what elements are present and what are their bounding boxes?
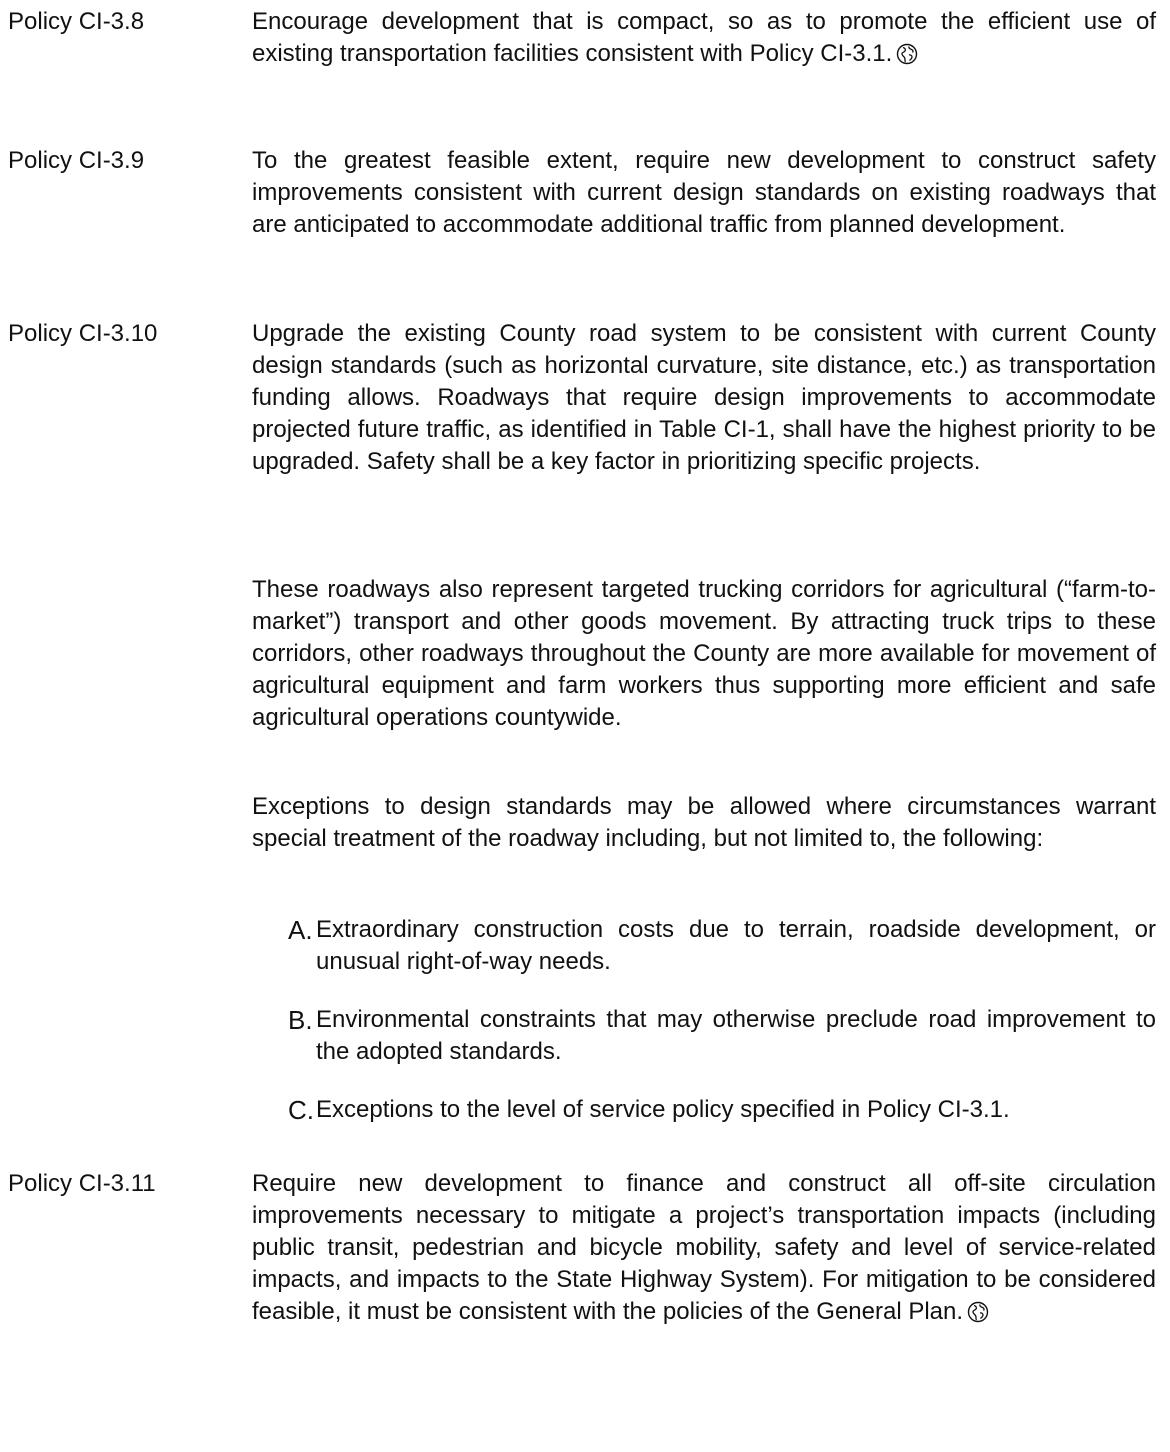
policy-label: Policy CI-3.11 bbox=[8, 1170, 156, 1197]
policy-text: Require new development to finance and construct all off-site circulation improvements necessary to mitigate a project’s transportation impacts (including public transit, pedestrian and bicycle mobility, safety and level of service-related impacts, and impacts to the State Highway System). For mitigation to be considered feasible, it must be consistent with the policies of the General Plan. bbox=[252, 1170, 1156, 1325]
list-text: Extraordinary construction costs due to terrain, roadside development, or unusual right-of-way needs. bbox=[316, 916, 1156, 975]
list-text: Exceptions to the level of service policy specified in Policy CI-3.1. bbox=[316, 1096, 1010, 1123]
policy-text-paragraph-2: These roadways also represent targeted trucking corridors for agricultural (“farm-to-market”) transport and other goods movement. By attracting truck trips to these corridors, other roadways throughout the County are more available for movement of agricultural equipment and farm workers thus supporting more efficient and safe agricultural operations countywide. bbox=[252, 576, 1156, 731]
policy-label: Policy CI-3.10 bbox=[8, 320, 158, 347]
policy-text: Encourage development that is compact, so as to promote the efficient use of existing transportation facilities consistent with Policy CI-3.1. bbox=[252, 8, 1156, 67]
policy-body bbox=[252, 145, 1156, 241]
globe-icon bbox=[896, 43, 918, 65]
policy-body bbox=[252, 6, 1156, 70]
list-letter: B. bbox=[288, 1005, 313, 1035]
policy-body-continued bbox=[252, 574, 1156, 734]
policy-body bbox=[252, 318, 1156, 478]
policy-label: Policy CI-3.8 bbox=[8, 8, 145, 35]
globe-icon bbox=[967, 1301, 989, 1323]
policy-label: Policy CI-3.9 bbox=[8, 147, 145, 174]
policy-body-exceptions bbox=[252, 791, 1156, 855]
policy-text: To the greatest feasible extent, require new development to construct safety improvements consistent with current design standards on existing roadways that are anticipated to accommodate additional traffic from planned development. bbox=[252, 147, 1156, 238]
list-letter: C. bbox=[288, 1095, 314, 1125]
list-letter: A. bbox=[288, 915, 313, 945]
policy-text-paragraph-3: Exceptions to design standards may be allowed where circumstances warrant special treatment of the roadway including, but not limited to, the following: bbox=[252, 793, 1156, 852]
list-text: Environmental constraints that may otherwise preclude road improvement to the adopted standards. bbox=[316, 1006, 1156, 1065]
policy-text: Upgrade the existing County road system to be consistent with current County design standards (such as horizontal curvature, site distance, etc.) as transportation funding allows. Roadways that require design improvements to accommodate projected future traffic, as identified in Table CI-1, shall have the highest priority to be upgraded. Safety shall be a key factor in prioritizing specific projects. bbox=[252, 320, 1156, 475]
policy-body bbox=[252, 1168, 1156, 1328]
